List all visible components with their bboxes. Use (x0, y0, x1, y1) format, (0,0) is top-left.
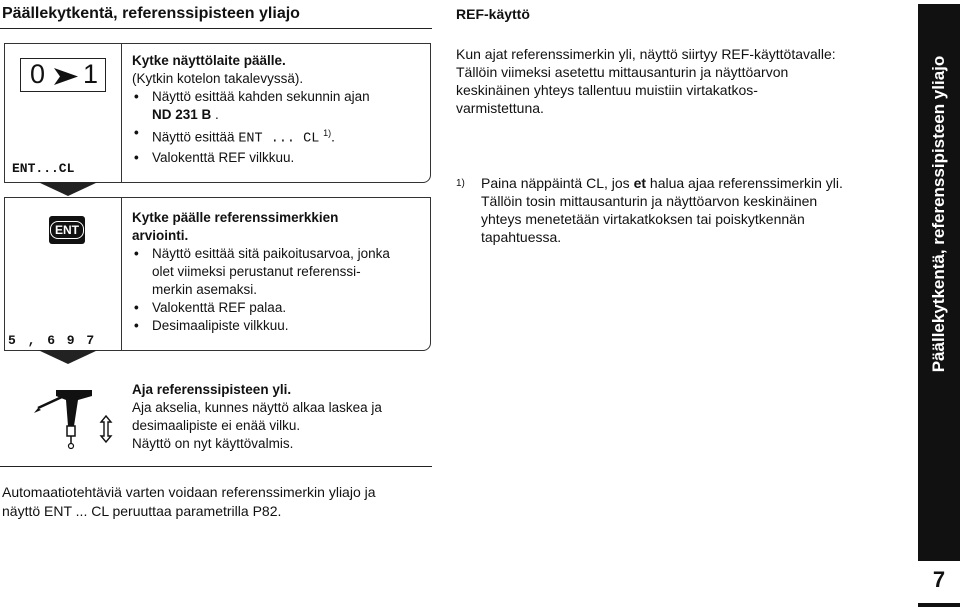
bullet-text: Näyttö esittää (152, 129, 235, 145)
step3-line: Näyttö on nyt käyttövalmis. (132, 436, 294, 451)
list-item (132, 149, 370, 167)
paragraph-line: Kun ajat referenssimerkin yli, näyttö siirtyy REF-käyttötavalle: (456, 46, 836, 62)
step2-text (132, 209, 390, 335)
down-triangle-icon (38, 350, 98, 364)
lcd-digit-one: 1 (83, 59, 99, 89)
list-item-cont (132, 106, 370, 124)
footnote-line: tapahtuessa. (481, 229, 562, 245)
list-item-cont: olet viimeksi perustanut referenssi- (152, 264, 361, 279)
lcd-digit-zero: 0 (30, 59, 46, 89)
list-item (132, 245, 390, 263)
ref-heading: REF-käyttö (456, 6, 530, 22)
list-item (132, 299, 390, 317)
panel-divider (121, 44, 122, 182)
paragraph-line: Tällöin viimeksi asetettu mittausanturin ja näyttöarvon (456, 64, 789, 80)
fn-emphasis: et (633, 175, 647, 191)
section-rule (0, 466, 432, 467)
fn-text: Paina näppäintä CL, jos (481, 175, 630, 191)
step2-heading-cont: arviointi. (132, 228, 189, 243)
side-tab-text: Päällekytkentä, referenssipisteen yliajo (929, 55, 948, 373)
footnote-mark: 1) (456, 178, 465, 189)
step1-heading: Kytke näyttölaite päälle. (132, 53, 286, 68)
step3-text (132, 381, 382, 453)
footnote-line: Tällöin tosin mittausanturin ja näyttöarvon keskinäinen (481, 193, 818, 209)
note-line: Automaatiotehtäviä varten voidaan referenssimerkin yliajo ja (2, 484, 376, 500)
bullet-text: Näyttö esittää sitä paikoitusarvoa, jonka (152, 246, 390, 261)
bullet-text: Valokenttä REF vilkkuu. (152, 149, 295, 165)
device-model: ND 231 B (152, 107, 212, 122)
footnote-body (481, 174, 843, 246)
ent-cl-display: ENT...CL (12, 161, 75, 176)
bullet-text: Desimaalipiste vilkkuu. (152, 318, 289, 333)
footnote-ref: 1) (323, 128, 332, 138)
bullet-text: Näyttö esittää kahden sekunnin ajan (152, 89, 370, 104)
note-line: näyttö ENT ... CL peruuttaa parametrilla P82. (2, 503, 282, 519)
list-item (132, 88, 370, 106)
step3-line: Aja akselia, kunnes näyttö alkaa laskea ja (132, 400, 382, 415)
bullet-text: Valokenttä REF palaa. (152, 300, 287, 315)
paragraph-line: varmistettuna. (456, 100, 544, 116)
lcd-display (20, 58, 106, 92)
ref-paragraph (456, 45, 906, 117)
number-display: 5 , 6 9 7 (8, 333, 97, 348)
list-item-cont: merkin asemaksi. (152, 282, 258, 297)
fn-text: halua ajaa referenssimerkin yli. (649, 175, 843, 191)
footnote-line: yhteys menetetään virtakatkoksen tai poiskytkennän (481, 211, 805, 227)
footnote-row (456, 174, 906, 246)
footnote (456, 174, 906, 246)
ent-key-label: ENT (50, 221, 84, 239)
paragraph-line: keskinäinen yhteys tallentuu muistiin virtakatkos- (456, 82, 758, 98)
ent-cl-code: ENT ... CL (238, 131, 320, 147)
down-triangle-icon (38, 182, 98, 196)
probe-axis-icon (34, 380, 120, 450)
step3-heading: Aja referenssipisteen yli. (132, 382, 292, 397)
arrow-right-icon (54, 68, 78, 85)
automation-note (2, 483, 432, 521)
ent-key-icon (49, 216, 85, 244)
step3-line: desimaalipiste ei enää vilku. (132, 418, 301, 433)
title-rule (0, 28, 432, 29)
side-tab (918, 4, 960, 607)
list-item (132, 124, 370, 149)
page-title: Päällekytkentä, referenssipisteen yliajo (2, 5, 300, 22)
step1-text (132, 52, 370, 167)
punct: . (331, 129, 335, 145)
panel-divider (121, 198, 122, 350)
step1-note: (Kytkin kotelon takalevyssä). (132, 71, 304, 86)
list-item (132, 317, 390, 335)
punct: . (215, 107, 219, 122)
step2-heading: Kytke päälle referenssimerkkien (132, 210, 339, 225)
footnote-line (481, 174, 843, 192)
page-number: 7 (918, 561, 960, 603)
